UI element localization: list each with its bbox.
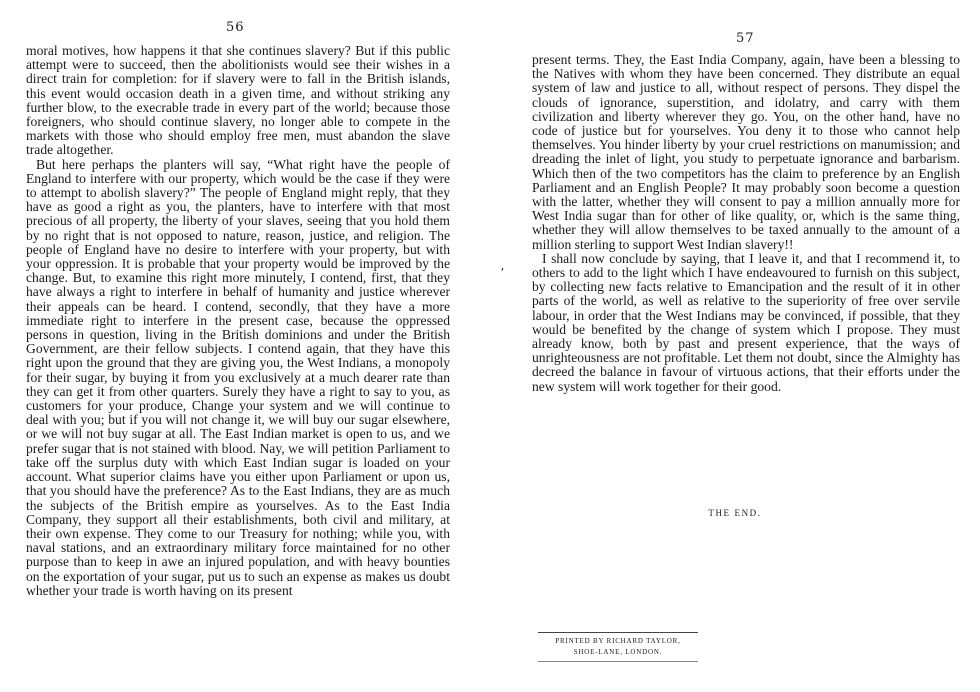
right-page-text: [532, 53, 960, 394]
colophon-line-2: SHOE-LANE, LONDON.: [573, 648, 663, 656]
right-paragraph-1: present terms. They, the East India Company, again, have been a blessing to the Natives with whom they have been concerned. They distribute an equal system of law and justice to all, without respect of persons. They dispel the clouds of ignorance, superstition, and idolatry, and carry with them civilization and liberty wherever they go. You, on the other hand, have no code of justice but for yourselves. You deny it to those who cannot help themselves. You hinder liberty by your cruel restrictions on manumission; and dreading the inlet of light, you study to perpetuate ignorance and barbarism. Which then of the two competitors has the claim to preference by an English Parliament and an English People? It may probably soon become a question with the latter, whether they will consent to pay a million annually more for West India sugar than for other of like quality, or, which is the same thing, whether they will allow themselves to be taxed annually to the amount of a million sterling to support West Indian slavery!!: [532, 52, 960, 252]
printer-colophon: [538, 632, 698, 662]
page-number-left: 56: [226, 20, 245, 35]
page-number-right: 57: [736, 31, 755, 46]
left-paragraph-2: But here perhaps the planters will say, “What right have the people of England to interfere with our property, which would be the case if they were to attempt to abolish slavery?” The people of England might reply, that they have as good a right as you, the planters, have to interfere with that most precious of all property, the liberty of your slaves, seeing that you hold them by no right that is not opposed to nature, reason, justice, and religion. The people of England have no desire to interfere with your property, but with your oppression. It is probable that your property would be improved by the change. But, to examine this right more minutely, I contend, first, that they have always a right to interfere in behalf of humanity and justice wherever their appeals can be heard. I contend, secondly, that they have a more immediate right to interfere in the present case, because the oppressed persons in question, living in the British dominions and under the British Government, are their fellow subjects. I contend again, that they have this right upon the ground that they are giving you, the West Indians, a monopoly for their sugar, by buying it from you exclusively at a much dearer rate than they can get it from other quarters. Surely they have a right to say to you, as customers for your produce, Change your system and we will continue to deal with you; but if you will not change it, we will buy our sugar elsewhere, or we will not buy sugar at all. The East Indian market is open to us, and we prefer sugar that is not stained with blood. Nay, we will petition Parliament to take off the surplus duty with which East Indian sugar is loaded on your account. What superior claims have you either upon Parliament or upon us, that you should have the preference? As to the East Indians, they are as much the subjects of the British empire as yourselves. As to the East India Company, they support all their establishments, both civil and military, at their own expense. They come to our Treasury for nothing; while you, with naval stations, and an extraordinary military force maintained for no other purpose than to keep in awe an injured population, and with heavy bounties on the exportation of your sugar, put us to such an expense as makes us doubt whether your trade is worth having on its present: [26, 156, 450, 598]
gutter-mark: ʼ: [500, 266, 504, 280]
left-paragraph-1: moral motives, how happens it that she continues slavery? But if this public attempt were to succeed, then the abolitionists would see their wishes in a direct train for completion: for if slavery were to fall in the British islands, this event would occasion death in a given time, and without striking any further blow, to the execrable trade in every part of the world; because those foreigners, who should continue slavery, no longer able to compete in the markets with those who should employ free men, must abandon the slave trade altogether.: [26, 43, 450, 158]
colophon-line-1: PRINTED BY RICHARD TAYLOR,: [555, 637, 681, 645]
right-paragraph-2: I shall now conclude by saying, that I leave it, and that I recommend it, to others to add to the light which I have endeavoured to furnish on this subject, by collecting new facts relative to Emancipation and the result of it in other parts of the world, as well as relative to the superiority of free over servile labour, in order that the West Indians may be convinced, if possible, that they would be benefited by the change of system which I propose. They must already know, both by past and present experience, that the ways of unrighteousness are not profitable. Let them not doubt, since the Almighty has decreed the balance in favour of virtuous actions, that their efforts under the new system will work together for their good.: [532, 250, 960, 394]
the-end-label: THE END.: [708, 508, 762, 518]
left-page-text: [26, 44, 450, 598]
right-page: [490, 0, 980, 692]
